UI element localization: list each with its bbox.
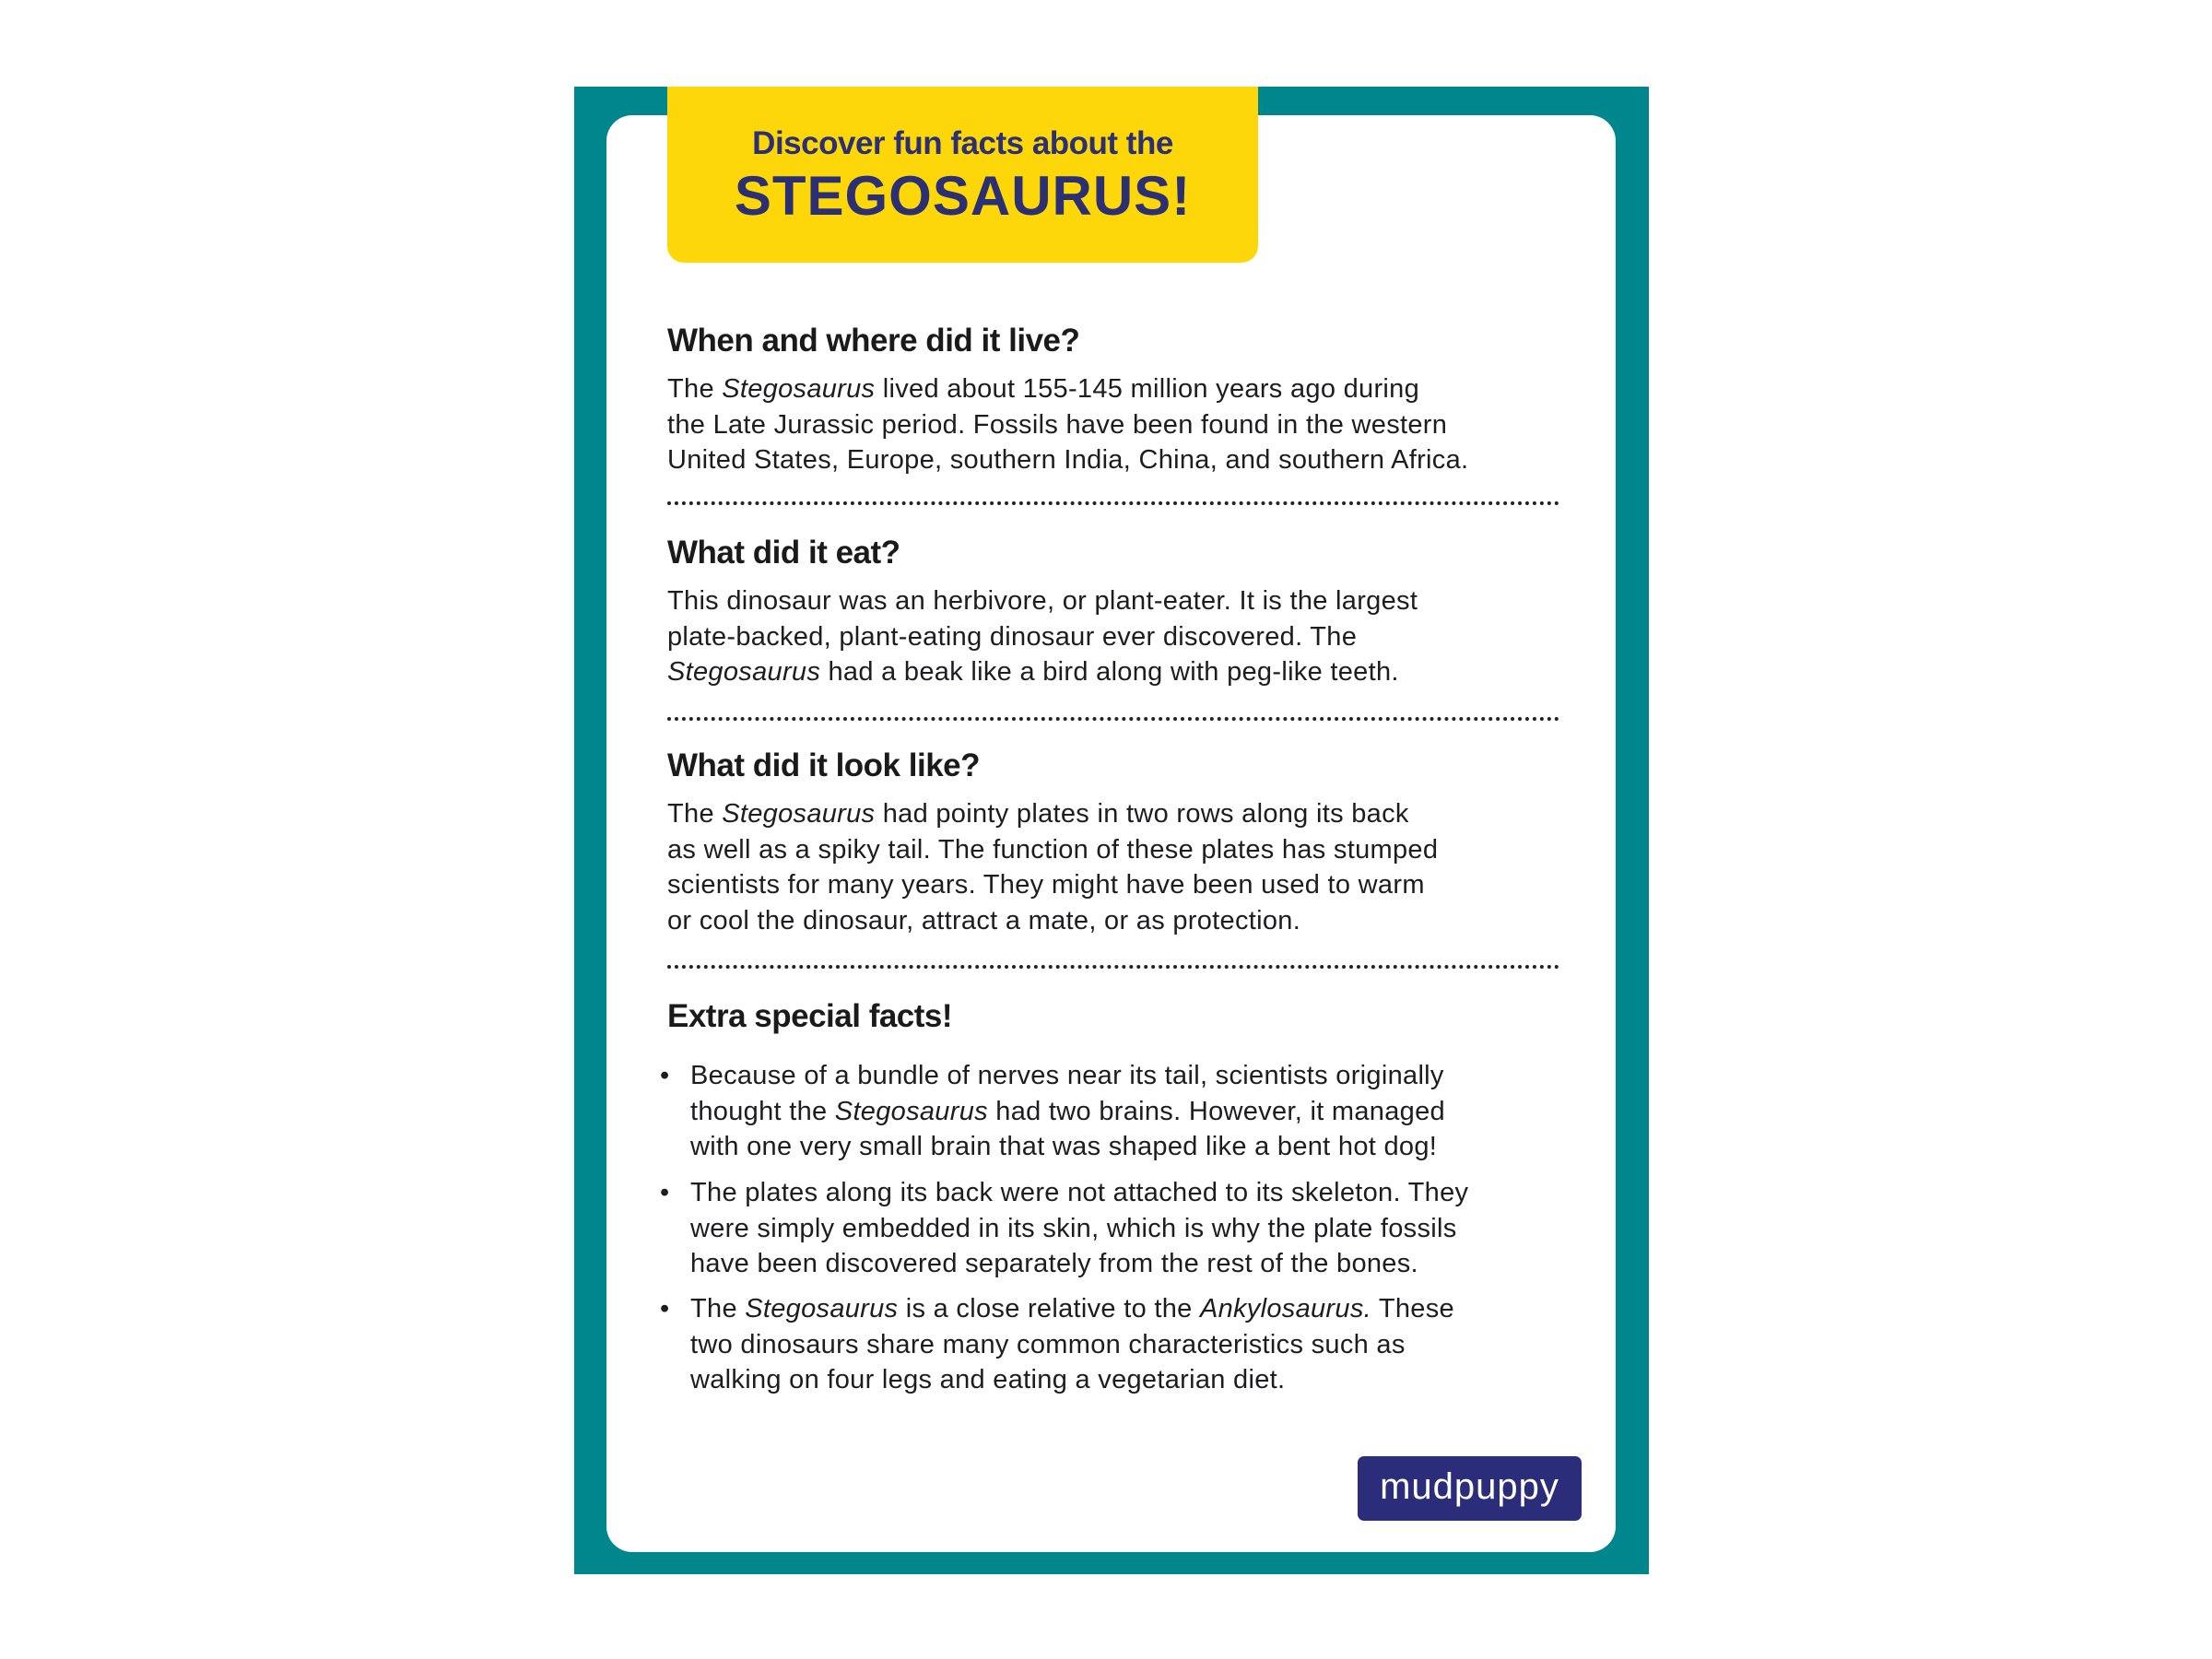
bullet-marker: • (660, 1178, 670, 1207)
italic-term: Stegosaurus (722, 374, 876, 404)
text-line (667, 442, 1468, 478)
text-span: with one very small brain that was shaped like a bent hot dog! (690, 1132, 1438, 1161)
text-span: scientists for many years. They might have been used to warm (667, 870, 1425, 900)
text-line (667, 407, 1468, 443)
text-line (667, 867, 1438, 903)
text-line (667, 832, 1438, 868)
fact-item (690, 1058, 1445, 1165)
bullet-marker: • (660, 1061, 670, 1090)
italic-term: Stegosaurus (722, 799, 876, 829)
text-span: had pointy plates in two rows along its back (875, 799, 1409, 829)
text-span: the Late Jurassic period. Fossils have been found in the western (667, 409, 1448, 440)
text-line (667, 583, 1418, 619)
section-heading-when-where: When and where did it live? (667, 323, 1080, 359)
mudpuppy-logo: mudpuppy (1358, 1456, 1582, 1521)
text-span: walking on four legs and eating a vegetarian diet. (690, 1365, 1286, 1394)
divider (667, 965, 1559, 969)
text-line (667, 654, 1418, 690)
text-span: thought the (690, 1096, 835, 1126)
italic-term: Stegosaurus (834, 1096, 988, 1126)
section-heading-extra-facts: Extra special facts! (667, 998, 953, 1034)
text-span: These (1371, 1294, 1454, 1324)
text-span: Because of a bundle of nerves near its tail, scientists originally (690, 1061, 1444, 1090)
text-span: have been discovered separately from the rest of the bones. (690, 1249, 1418, 1278)
text-span: This dinosaur was an herbivore, or plant-eater. It is the largest (667, 586, 1418, 616)
text-span: United States, Europe, southern India, China, and southern Africa. (667, 445, 1469, 475)
text-line (667, 796, 1438, 832)
text-line (667, 619, 1418, 655)
text-span: lived about 155-145 million years ago during (875, 374, 1420, 404)
text-line (690, 1129, 1445, 1165)
text-line (690, 1291, 1454, 1327)
text-span: The (667, 374, 723, 404)
text-line (667, 371, 1468, 407)
italic-term: Stegosaurus (667, 657, 821, 687)
text-span: were simply embedded in its skin, which is why the plate fossils (690, 1213, 1457, 1243)
title-main: STEGOSAURUS! (734, 165, 1192, 227)
text-span: two dinosaurs share many common characteristics such as (690, 1329, 1406, 1359)
section-heading-appearance: What did it look like? (667, 747, 980, 783)
italic-term: Stegosaurus (745, 1294, 899, 1324)
fact-item (690, 1175, 1468, 1282)
text-line (690, 1211, 1468, 1247)
text-span: plate-backed, plant-eating dinosaur ever discovered. The (667, 621, 1358, 652)
bullet-marker: • (660, 1294, 670, 1324)
section-text-appearance (667, 796, 1438, 938)
text-span: is a close relative to the (898, 1294, 1200, 1324)
text-span: The plates along its back were not attached to its skeleton. They (690, 1178, 1469, 1207)
text-line (690, 1094, 1445, 1130)
fact-item (690, 1291, 1454, 1398)
text-line (690, 1175, 1468, 1211)
text-line (690, 1362, 1454, 1398)
text-span: had two brains. However, it managed (987, 1096, 1445, 1126)
section-heading-diet: What did it eat? (667, 535, 900, 571)
text-line (690, 1327, 1454, 1363)
title-banner (667, 87, 1258, 263)
text-line (690, 1246, 1468, 1282)
title-subtitle: Discover fun facts about the (752, 125, 1173, 161)
text-span: as well as a spiky tail. The function of these plates has stumped (667, 834, 1439, 865)
text-span: had a beak like a bird along with peg-like teeth. (820, 657, 1399, 687)
divider (667, 717, 1559, 721)
divider (667, 501, 1559, 505)
section-text-when-where (667, 371, 1468, 478)
text-span: The (667, 799, 723, 829)
section-text-diet (667, 583, 1418, 690)
text-span: or cool the dinosaur, attract a mate, or as protection. (667, 905, 1301, 935)
italic-term: Ankylosaurus. (1199, 1294, 1371, 1324)
text-line (667, 903, 1438, 939)
text-line (690, 1058, 1445, 1094)
text-span: The (690, 1294, 746, 1324)
